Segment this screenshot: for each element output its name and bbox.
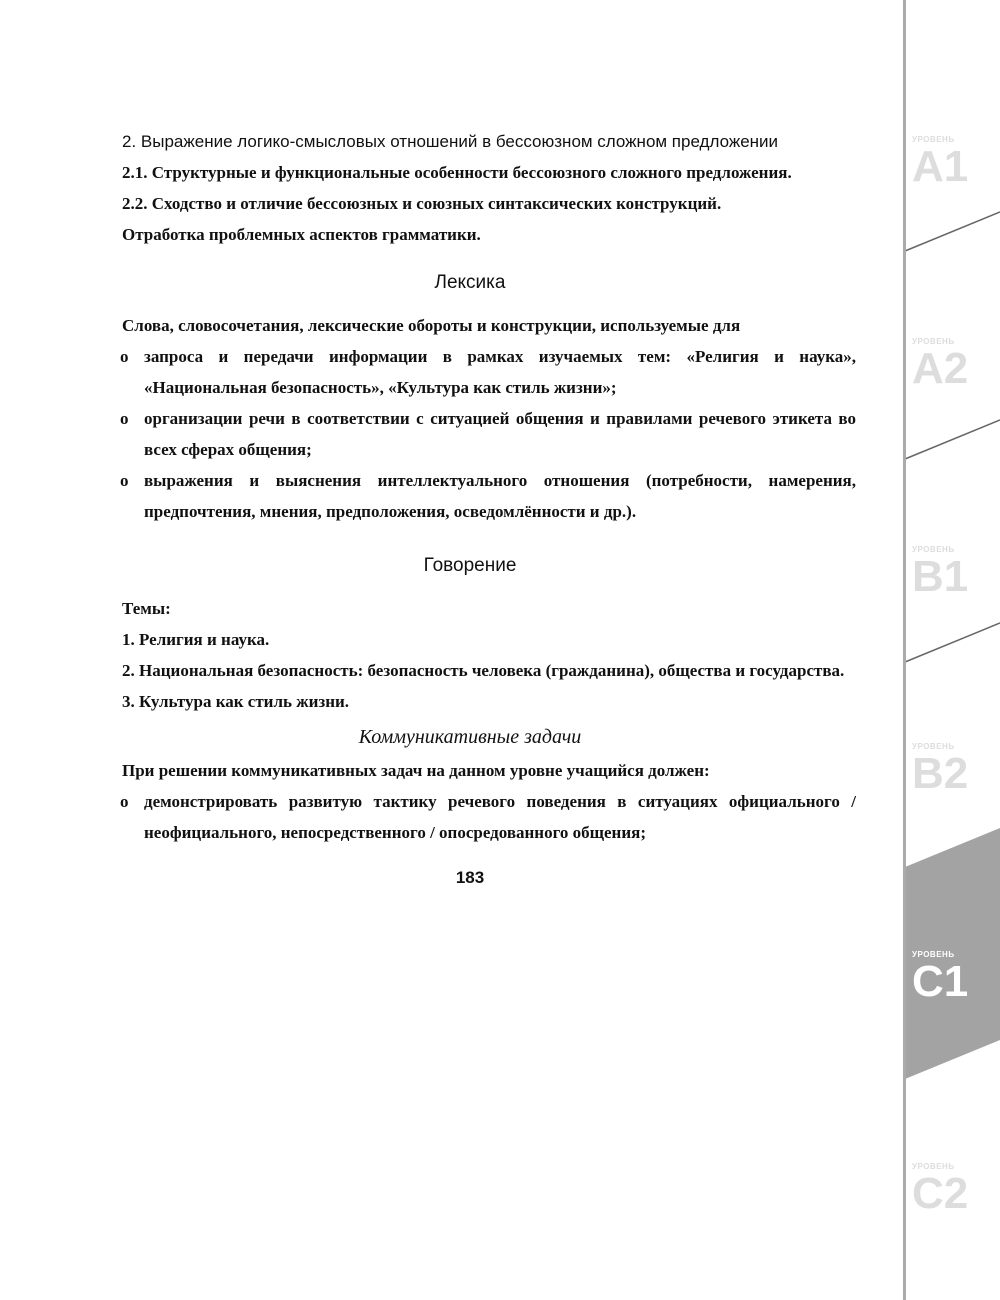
tab-divider (905, 420, 1000, 459)
subsection-2-1: 2.1. Структурные и функциональные особенности бессоюзного сложного предложения. (122, 163, 792, 182)
lexicon-intro: Слова, словосочетания, лексические обороты и конструкции, используемые для (122, 316, 741, 335)
topics-label: Темы: (122, 599, 171, 618)
tasks-title: Коммуникативные задачи (358, 726, 582, 748)
list-item: o выражения и выяснения интеллектуального отношения (потребности, намерения, предпочтения, мнения, предположения, осведомлённости и др.). (144, 465, 856, 527)
bullet-icon: o (120, 409, 129, 428)
tab-divider (905, 212, 1000, 251)
list-item: o демонстрировать развитую тактику речевого поведения в ситуациях официального / неофициального, непосредственного / опосредованного общения; (144, 786, 856, 848)
topic-item: 2. Национальная безопасность: безопасность человека (гражданина), общества и государства. (122, 661, 845, 680)
topic-item: 1. Религия и наука. (122, 630, 270, 649)
bullet-icon: o (120, 792, 129, 811)
speaking-title: Говорение (423, 555, 517, 576)
subsection-2-2: 2.2. Сходство и отличие бессоюзных и союзных синтаксических конструкций. (122, 194, 722, 213)
page-edge-line (903, 0, 906, 1300)
level-tab-a1[interactable]: УРОВЕНЬ A1 (912, 135, 969, 191)
lexicon-title: Лексика (434, 272, 506, 293)
bullet-icon: o (120, 347, 129, 366)
page-number: 183 (455, 868, 485, 887)
list-item: o организации речи в соответствии с ситуацией общения и правилами речевого этикета во всех сферах общения; (144, 403, 856, 465)
level-tab-b2[interactable]: УРОВЕНЬ B2 (912, 742, 969, 798)
practice-line: Отработка проблемных аспектов грамматики. (122, 225, 481, 244)
list-item: o запроса и передачи информации в рамках изучаемых тем: «Религия и наука», «Национальная безопасность», «Культура как стиль жизни»; (144, 341, 856, 403)
level-tab-a2[interactable]: УРОВЕНЬ A2 (912, 337, 969, 393)
topic-item: 3. Культура как стиль жизни. (122, 692, 350, 711)
level-tab-c1[interactable]: УРОВЕНЬ C1 (912, 950, 969, 1006)
section-heading: 2. Выражение логико-смысловых отношений в бессоюзном сложном предложении (122, 132, 779, 151)
level-tab-b1[interactable]: УРОВЕНЬ B1 (912, 545, 969, 601)
tab-divider (905, 623, 1000, 662)
level-tab-c2[interactable]: УРОВЕНЬ C2 (912, 1162, 969, 1218)
tasks-intro: При решении коммуникативных задач на данном уровне учащийся должен: (122, 761, 710, 780)
bullet-icon: o (120, 471, 129, 490)
